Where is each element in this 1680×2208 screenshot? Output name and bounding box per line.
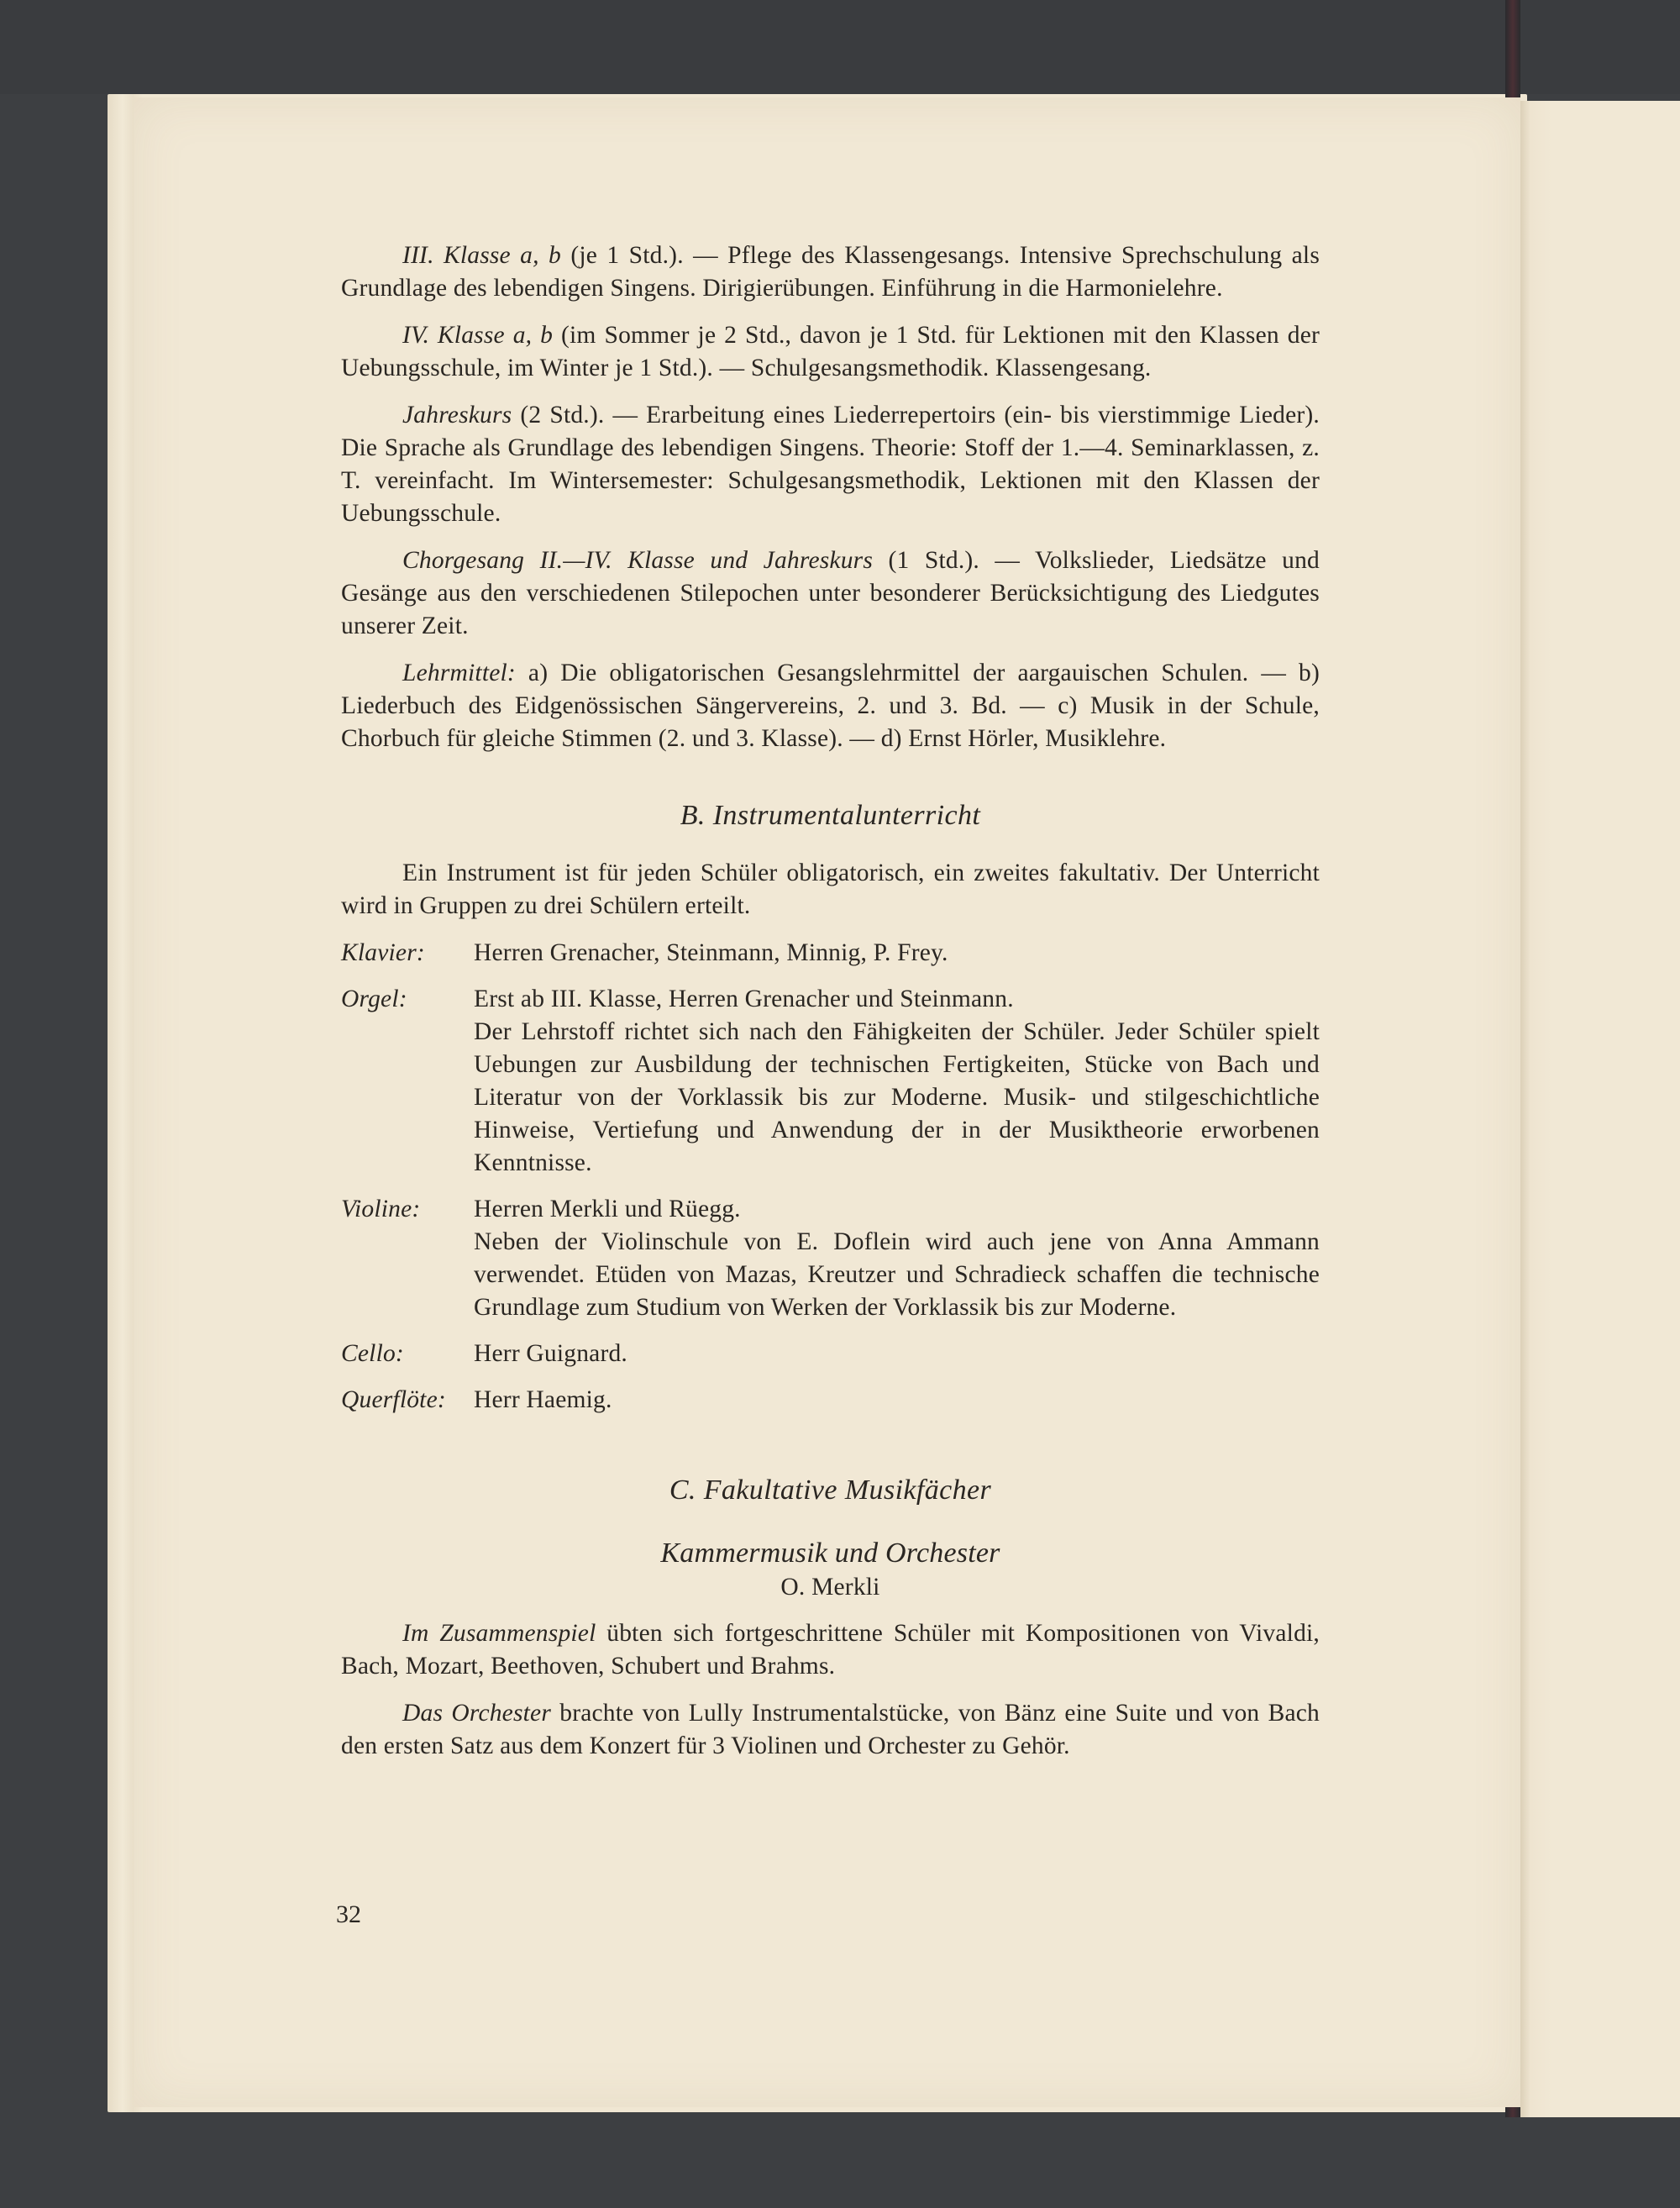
page-text bbox=[341, 239, 1320, 1777]
violine-teachers: Herren Merkli und Rüegg. bbox=[474, 1196, 741, 1222]
paragraph-jahreskurs bbox=[341, 399, 1320, 530]
zusammenspiel-text: übten sich fortgeschrittene Schüler mit Kompositionen von Vivaldi, Bach, Mozart, Beethoven, Schubert und Brahms. bbox=[341, 1620, 1320, 1680]
orchester-text: brachte von Lully Instrumentalstücke, von Bänz eine Suite und von Bach den ersten Satz aus dem Konzert für 3 Violinen und Orchester zu Gehör. bbox=[341, 1700, 1320, 1759]
lehrmittel-label: Lehrmittel: bbox=[402, 660, 516, 686]
klavier-teachers: Herren Grenacher, Steinmann, Minnig, P. Frey. bbox=[474, 939, 948, 966]
instrument-klavier bbox=[341, 937, 1320, 970]
violine-label: Violine: bbox=[341, 1196, 421, 1222]
cello-label: Cello: bbox=[341, 1340, 404, 1367]
jahreskurs-text: (2 Std.). — Erarbeitung eines Liederrepertoirs (ein- bis vierstimmige Lieder). Die Sprache als Grundlage des lebendigen Singens. Theorie: Stoff der 1.—4. Seminarklassen, z. T. vereinfacht. Im Wintersemester: Schulgesangsmethodik, Lektionen mit den Klassen der Uebungsschule. bbox=[341, 402, 1320, 527]
klasse-4-label: IV. Klasse a, b bbox=[402, 322, 554, 349]
paragraph-chorgesang bbox=[341, 544, 1320, 643]
zusammenspiel-label: Im Zusammenspiel bbox=[402, 1620, 596, 1647]
instrument-violine bbox=[341, 1193, 1320, 1324]
section-c-title: C. Fakultative Musikfächer bbox=[669, 1475, 992, 1506]
paragraph-klasse-4 bbox=[341, 319, 1320, 385]
violine-body bbox=[474, 1193, 1320, 1324]
chorgesang-label: Chorgesang II.—IV. Klasse und Jahreskurs bbox=[402, 547, 874, 574]
paragraph-klasse-3 bbox=[341, 239, 1320, 305]
section-b-title: B. Instrumentalunterricht bbox=[680, 800, 981, 831]
orgel-teachers: Erst ab III. Klasse, Herren Grenacher und Steinmann. bbox=[474, 986, 1014, 1012]
paragraph-zusammenspiel bbox=[341, 1617, 1320, 1683]
klasse-3-text: (je 1 Std.). — Pflege des Klassengesangs. Intensive Sprechschulung als Grundlage des lebendigen Singens. Dirigierübungen. Einführung in die Harmonielehre. bbox=[341, 242, 1320, 302]
orgel-text: Der Lehrstoff richtet sich nach den Fähigkeiten der Schüler. Jeder Schüler spielt Uebungen zur Ausbildung der technischen Fertigkeiten, Stücke von Bach und Literatur von der Vorklassik bis zur Moderne. Musik- und stilgeschichtliche Hinweise, Vertiefung und Anwendung der in der Musiktheorie erworbenen Kenntnisse. bbox=[474, 1018, 1320, 1176]
instrument-cello bbox=[341, 1338, 1320, 1370]
scan-background-top bbox=[0, 0, 1680, 94]
page-number: 32 bbox=[336, 1900, 361, 1928]
section-b-intro: Ein Instrument ist für jeden Schüler obligatorisch, ein zweites fakultativ. Der Unterricht wird in Gruppen zu drei Schülern erteilt. bbox=[341, 860, 1320, 919]
section-c-subtitle: Kammermusik und Orchester bbox=[660, 1538, 1000, 1569]
orchester-label: Das Orchester bbox=[402, 1700, 552, 1727]
lehrmittel-text: a) Die obligatorischen Gesangslehrmittel der aargauischen Schulen. — b) Liederbuch des Eidgenössischen Sängervereins, 2. und 3. Bd. — c) Musik in der Schule, Chorbuch für gleiche Stimmen (2. und 3. Klasse). — d) Ernst Hörler, Musiklehre. bbox=[341, 660, 1320, 752]
instrument-querfloete bbox=[341, 1384, 1320, 1417]
violine-text: Neben der Violinschule von E. Doflein wird auch jene von Anna Ammann verwendet. Etüden von Mazas, Kreutzer und Schradieck schaffen die technische Grundlage zum Studium von Werken der Vorklassik bis zur Moderne. bbox=[474, 1228, 1320, 1321]
scan-background-bottom bbox=[0, 2117, 1680, 2208]
facing-page-edge bbox=[1519, 101, 1680, 2142]
orgel-label: Orgel: bbox=[341, 986, 407, 1012]
klasse-3-label: III. Klasse a, b bbox=[402, 242, 561, 269]
querfloete-teachers: Herr Haemig. bbox=[474, 1386, 612, 1413]
section-c-teacher: O. Merkli bbox=[780, 1574, 880, 1601]
paragraph-lehrmittel bbox=[341, 657, 1320, 755]
querfloete-label: Querflöte: bbox=[341, 1386, 446, 1413]
klasse-4-text: (im Sommer je 2 Std., davon je 1 Std. für Lektionen mit den Klassen der Uebungsschule, im Winter je 1 Std.). — Schulgesangsmethodik. Klassengesang. bbox=[341, 322, 1320, 381]
chorgesang-text: (1 Std.). — Volkslieder, Liedsätze und Gesänge aus den verschiedenen Stilepochen unter besonderer Berücksichtigung des Liedgutes unserer Zeit. bbox=[341, 547, 1320, 639]
jahreskurs-label: Jahreskurs bbox=[402, 402, 512, 428]
cello-teachers: Herr Guignard. bbox=[474, 1340, 628, 1367]
orgel-body bbox=[474, 983, 1320, 1180]
paragraph-orchester bbox=[341, 1697, 1320, 1763]
instrument-orgel bbox=[341, 983, 1320, 1180]
klavier-label: Klavier: bbox=[341, 939, 425, 966]
